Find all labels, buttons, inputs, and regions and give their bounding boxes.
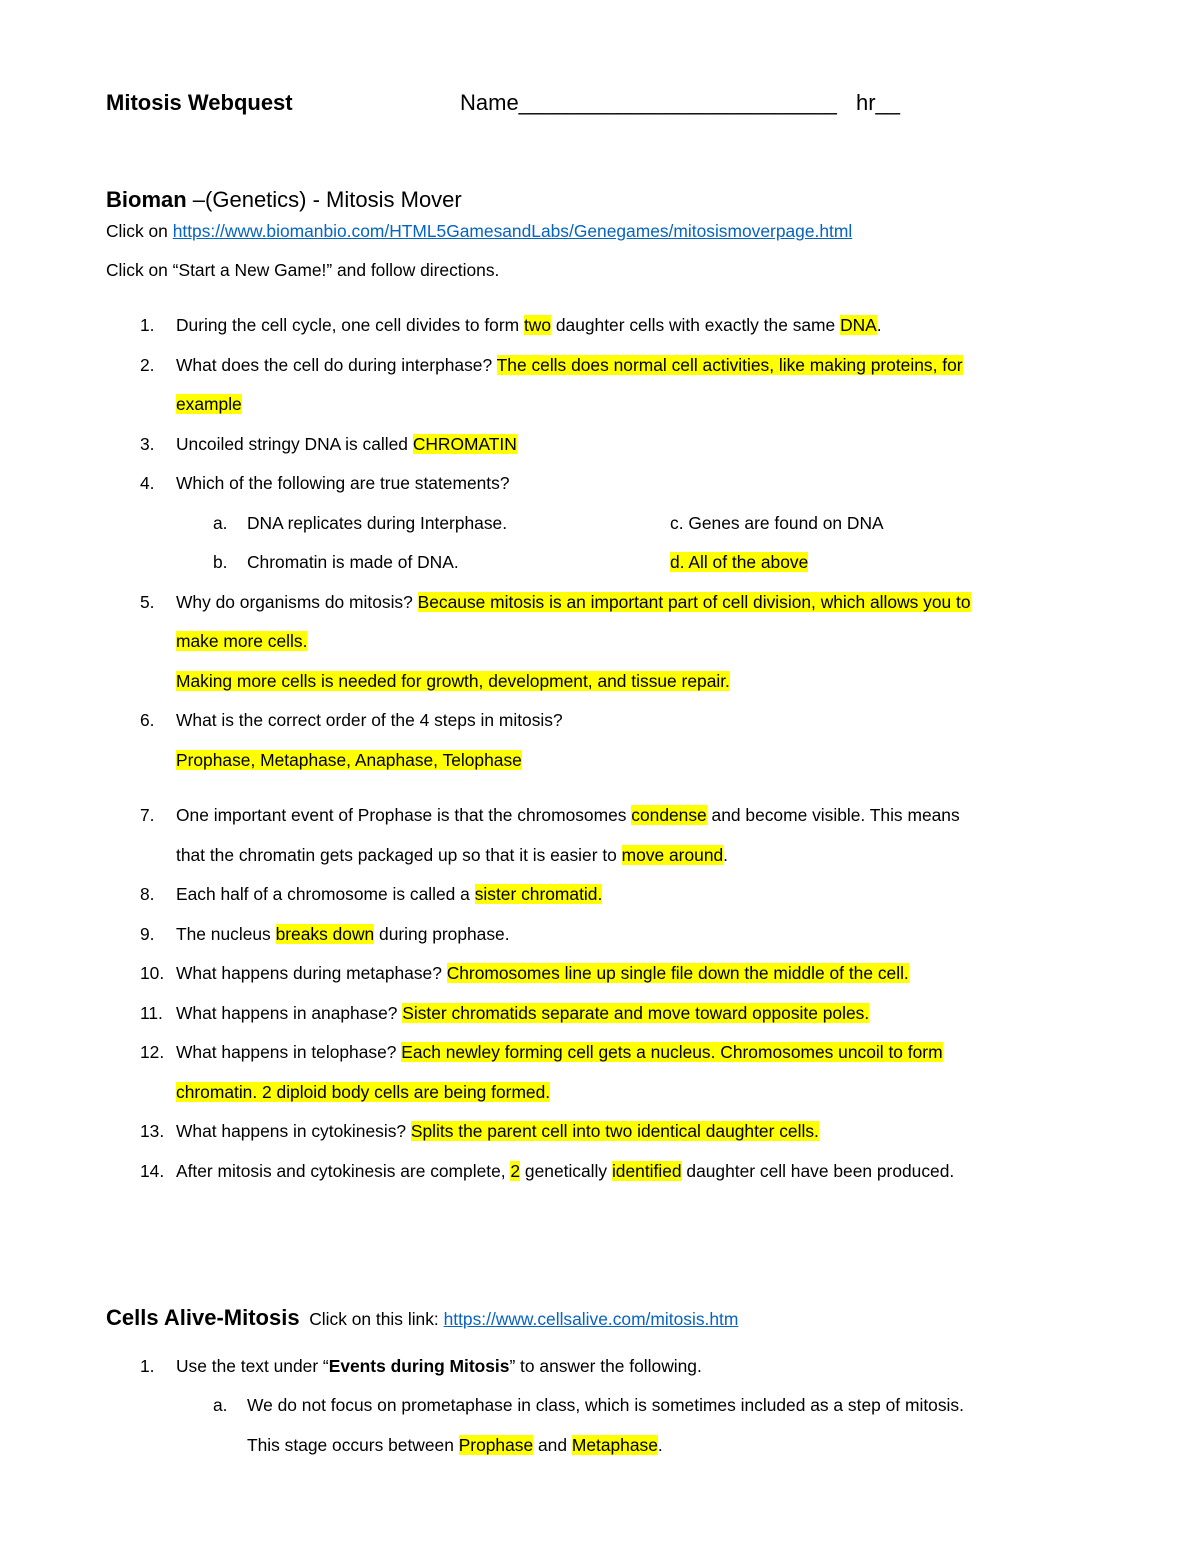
q4-option-b: Chromatin is made of DNA. [247,552,459,572]
q4-option-d: d. All of the above [670,552,809,572]
q12-text: What happens in telophase? Each newley forming cell gets a nucleus. Chromosomes uncoil to form [176,1042,943,1062]
section2-title: Cells Alive-Mitosis [106,1305,300,1330]
q10-number: 10. [140,963,165,983]
q13-number: 13. [140,1121,165,1141]
q12-answer-line1: Each newley forming cell gets a nucleus. Chromosomes uncoil to form [401,1042,943,1062]
q9-text: The nucleus breaks down during prophase. [176,924,510,944]
q4-option-c: c. Genes are found on DNA [670,513,884,533]
q4-number: 4. [140,473,155,493]
q1-number: 1. [140,315,155,335]
q2-answer-line2-row [176,393,242,415]
s2-qa-text-line2: This stage occurs between Prophase and Metaphase. [247,1435,663,1455]
q4-text: Which of the following are true statements? [176,473,510,493]
q7-answer-1: condense [631,805,707,825]
q1-text: During the cell cycle, one cell divides to form two daughter cells with exactly the same DNA. [176,315,882,335]
q4-option-b-label: b. [213,552,228,572]
q11-answer: Sister chromatids separate and move toward opposite poles. [402,1003,870,1023]
q5-number: 5. [140,592,155,612]
q1-answer-2: DNA [840,315,877,335]
section1-heading [106,186,462,214]
q13-answer: Splits the parent cell into two identical daughter cells. [410,1121,819,1141]
section2-click-label: Click on this link: [309,1309,444,1329]
section2-heading [106,1304,738,1335]
q4-option-a: DNA replicates during Interphase. [247,513,508,533]
q8-number: 8. [140,884,155,904]
q12-number: 12. [140,1042,165,1062]
q5-answer-line2-row [176,630,307,652]
worksheet-title: Mitosis Webquest [106,90,293,115]
s2-qa-answer-1: Prophase [458,1435,534,1455]
q9-number: 9. [140,924,155,944]
q2-text: What does the cell do during interphase? The cells does normal cell activities, like making proteins, for [176,355,963,375]
q3-answer: CHROMATIN [412,434,517,454]
q2-number: 2. [140,355,155,375]
bioman-link[interactable]: https://www.biomanbio.com/HTML5GamesandLabs/Genegames/mitosismoverpage.html [172,221,853,241]
q7-text-line2: that the chromatin gets packaged up so that it is easier to move around. [176,845,729,865]
q5-text: Why do organisms do mitosis? Because mitosis is an important part of cell division, which allows you to [176,592,971,612]
s2-qa-label: a. [213,1395,228,1415]
q6-number: 6. [140,710,155,730]
q8-text: Each half of a chromosome is called a sister chromatid. [176,884,603,904]
q12-answer-line2: chromatin. 2 diploid body cells are being formed. [176,1082,551,1102]
q6-text: What is the correct order of the 4 steps in mitosis? [176,710,563,730]
q1-answer-1: two [523,315,552,335]
s2-q1-bold: Events during Mitosis [328,1356,510,1376]
click-on-label: Click on [106,221,173,241]
q3-text: Uncoiled stringy DNA is called CHROMATIN [176,434,517,454]
q2-answer-line1: The cells does normal cell activities, like making proteins, for [496,355,963,375]
q2-answer-line2: example [176,394,242,414]
q3-number: 3. [140,434,155,454]
q7-answer-2: move around [621,845,724,865]
q14-answer-2: identified [611,1161,682,1181]
name-field-label: Name__________________________ [460,90,837,115]
s2-qa-text: We do not focus on prometaphase in class, which is sometimes included as a step of mitosis. [247,1395,964,1415]
q10-text: What happens during metaphase? Chromosomes line up single file down the middle of the cell. [176,963,909,983]
q7-number: 7. [140,805,155,825]
section1-heading-bold: Bioman [106,187,187,212]
q4-option-a-label: a. [213,513,228,533]
q13-text: What happens in cytokinesis? Splits the parent cell into two identical daughter cells. [176,1121,819,1141]
s2-q1-number: 1. [140,1356,155,1376]
q9-answer: breaks down [275,924,375,944]
s2-qa-answer-2: Metaphase [571,1435,658,1455]
q14-text: After mitosis and cytokinesis are complete, 2 genetically identified daughter cell have been produced. [176,1161,955,1181]
q5-answer-line3: Making more cells is needed for growth, development, and tissue repair. [176,671,730,691]
q5-answer-line1: Because mitosis is an important part of cell division, which allows you to [417,592,971,612]
cellsalive-link[interactable]: https://www.cellsalive.com/mitosis.htm [443,1309,739,1329]
hour-field-label: hr__ [856,90,901,115]
q10-answer: Chromosomes line up single file down the middle of the cell. [446,963,909,983]
q5-answer-line3-row [176,670,730,692]
q6-answer-row [176,749,522,771]
section1-instruction: Click on “Start a New Game!” and follow directions. [106,260,500,280]
q14-answer-1: 2 [510,1161,521,1181]
q11-number: 11. [140,1003,163,1023]
q5-answer-line2: make more cells. [176,631,308,651]
q6-answer: Prophase, Metaphase, Anaphase, Telophase [176,750,522,770]
section1-link-line [106,220,852,242]
q12-answer-line2-row [176,1081,550,1103]
q8-answer: sister chromatid. [474,884,603,904]
q4-option-d-row [670,551,808,573]
section1-heading-rest: –(Genetics) - Mitosis Mover [186,187,462,212]
q14-number: 14. [140,1161,165,1181]
q11-text: What happens in anaphase? Sister chromatids separate and move toward opposite poles. [176,1003,870,1023]
q7-text: One important event of Prophase is that the chromosomes condense and become visible. This means [176,805,960,825]
s2-q1-text: Use the text under “Events during Mitosis” to answer the following. [176,1356,702,1376]
